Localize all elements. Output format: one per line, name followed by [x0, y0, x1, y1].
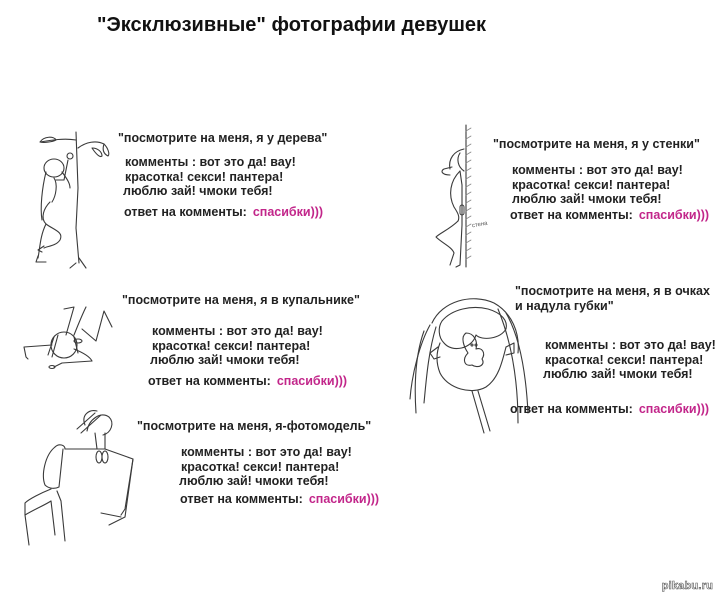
comments-tree	[125, 155, 296, 199]
reply-model	[180, 492, 379, 506]
comment-line: комменты : вот это да! вау!	[181, 445, 352, 459]
reply-value: спасибки)))	[252, 205, 324, 219]
watermark: pikabu.ru	[661, 580, 713, 592]
reply-value: спасибки)))	[638, 208, 710, 222]
reply-swimsuit	[148, 374, 347, 388]
quote-model: "посмотрите на меня, я-фотомодель"	[137, 419, 372, 433]
comment-line: комменты : вот это да! вау!	[152, 324, 323, 338]
comment-line: люблю зай! чмоки тебя!	[512, 192, 662, 206]
girl-in-swimsuit-drawing	[20, 305, 130, 370]
reply-label: ответ на комменты:	[148, 374, 271, 388]
comment-line: комменты : вот это да! вау!	[512, 163, 683, 177]
reply-label: ответ на комменты:	[510, 208, 633, 222]
girl-photomodel-drawing	[25, 405, 150, 550]
reply-label: ответ на комменты:	[510, 402, 633, 416]
quote-wall: "посмотрите на меня, я у стенки"	[493, 137, 700, 151]
comment-line: красотка! секси! пантера!	[181, 459, 340, 474]
quote-line: "посмотрите на меня, я в очках	[515, 284, 710, 298]
comment-line: люблю зай! чмоки тебя!	[150, 353, 300, 367]
wall-label: стена	[471, 220, 489, 230]
comment-line: люблю зай! чмоки тебя!	[123, 184, 273, 198]
reply-tree	[124, 205, 323, 219]
comments-glasses	[545, 338, 716, 382]
reply-wall	[510, 208, 709, 222]
comment-line: комменты : вот это да! вау!	[125, 155, 296, 169]
comment-line: люблю зай! чмоки тебя!	[179, 474, 329, 488]
comments-wall	[512, 163, 683, 207]
comment-line: красотка! секси! пантера!	[545, 352, 704, 367]
quote-tree: "посмотрите на меня, я у дерева"	[118, 131, 328, 145]
page-title: "Эксклюзивные" фотографии девушек	[97, 14, 487, 36]
girl-at-tree-drawing	[24, 128, 114, 268]
reply-glasses	[510, 402, 709, 416]
reply-label: ответ на комменты:	[124, 205, 247, 219]
quote-line: и надула губки"	[515, 299, 614, 313]
comment-line: красотка! секси! пантера!	[125, 169, 284, 184]
quote-swimsuit: "посмотрите на меня, я в купальнике"	[122, 293, 360, 307]
reply-value: спасибки)))	[276, 374, 348, 388]
comment-line: красотка! секси! пантера!	[512, 177, 671, 192]
comment-line: люблю зай! чмоки тебя!	[543, 367, 693, 381]
reply-label: ответ на комменты:	[180, 492, 303, 506]
comments-swimsuit	[152, 324, 323, 368]
comment-line: красотка! секси! пантера!	[152, 338, 311, 353]
reply-value: спасибки)))	[638, 402, 710, 416]
quote-glasses	[515, 284, 710, 314]
reply-value: спасибки)))	[308, 492, 380, 506]
girl-at-wall-drawing	[430, 125, 500, 270]
comments-model	[181, 445, 352, 489]
comment-line: комменты : вот это да! вау!	[545, 338, 716, 352]
